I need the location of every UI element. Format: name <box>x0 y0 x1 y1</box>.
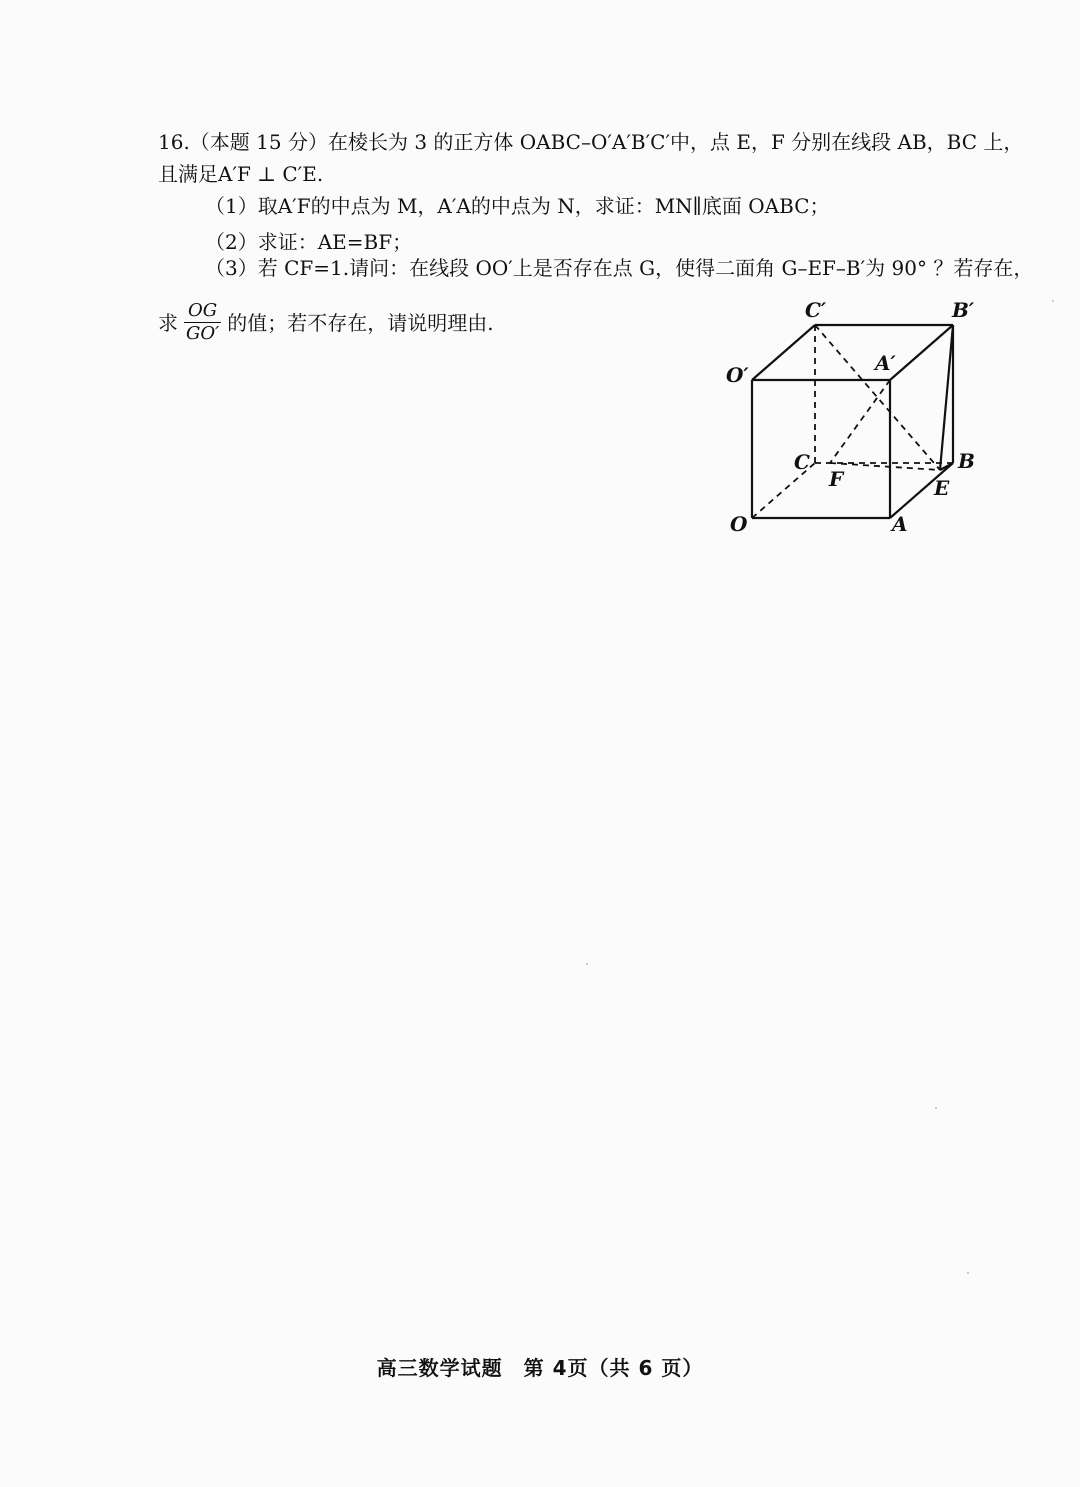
scan-speck <box>935 1107 937 1109</box>
sub-question-1: （1）取A′F的中点为 M，A′A的中点为 N，求证：MN∥底面 OABC； <box>205 194 830 218</box>
fraction-numerator: OG <box>188 300 218 321</box>
label-C: C <box>794 450 810 474</box>
label-F: F <box>829 467 844 491</box>
label-C1: C′ <box>805 298 827 322</box>
sub-question-2: （2）求证：AE=BF； <box>205 230 413 254</box>
scan-speck <box>967 1272 969 1274</box>
ratio-fraction <box>184 300 221 345</box>
hidden-segment-F-E <box>830 463 940 470</box>
ask-prefix: 求 <box>158 310 178 335</box>
hidden-segment-A1-F <box>830 380 890 463</box>
label-O1: O′ <box>726 363 749 387</box>
label-B1: B′ <box>952 298 975 322</box>
cube-figure <box>720 295 990 545</box>
sub-question-3-ask <box>158 300 494 345</box>
scan-speck <box>586 963 588 965</box>
label-B: B <box>958 449 975 473</box>
segment-B1-E <box>940 325 953 470</box>
label-O: O <box>730 512 748 536</box>
cube-diagram-svg <box>720 295 990 545</box>
edge-A1-B1 <box>890 325 953 380</box>
edge-O1-C1 <box>752 325 815 380</box>
scan-speck <box>1052 300 1054 302</box>
hidden-segment-C1-E <box>815 325 940 470</box>
label-A: A <box>892 512 908 536</box>
ask-suffix: 的值；若不存在，请说明理由. <box>227 310 494 335</box>
fraction-denominator: GO′ <box>186 323 220 344</box>
sub-question-3: （3）若 CF=1.请问：在线段 OO′上是否存在点 G，使得二面角 G–EF–B′为 90° ？若存在， <box>205 256 1034 280</box>
label-E: E <box>934 476 950 500</box>
question-stem-line1: 16.（本题 15 分）在棱长为 3 的正方体 OABC–O′A′B′C′中，点 E，F 分别在线段 AB，BC 上， <box>158 130 1024 154</box>
page-footer: 高三数学试题 第 4页（共 6 页） <box>376 1356 704 1380</box>
question-stem-line2: 且满足A′F ⊥ C′E. <box>158 162 324 186</box>
label-A1: A′ <box>875 351 896 375</box>
